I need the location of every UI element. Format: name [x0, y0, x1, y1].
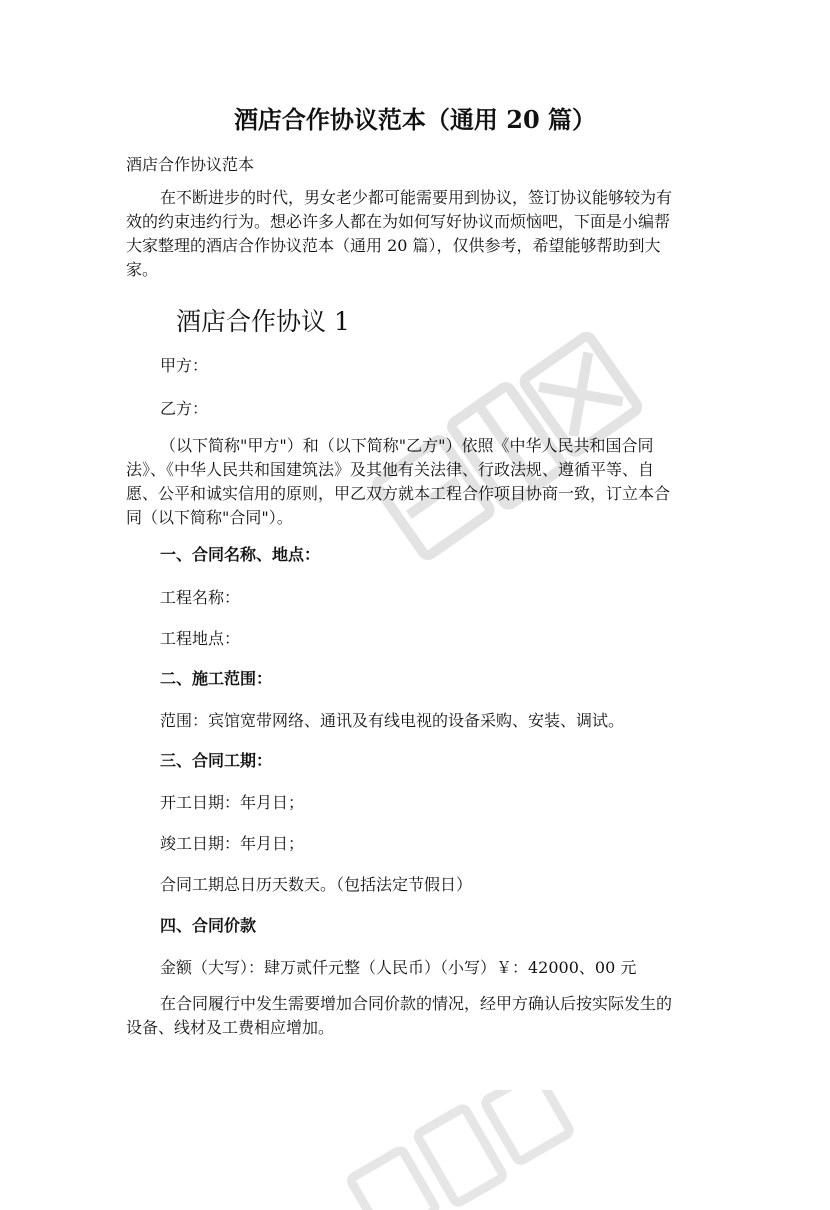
scope-text: 范围：宾馆宽带网络、通讯及有线电视的设备采购、安装、调试。: [160, 711, 625, 730]
end-date-field: 竣工日期：年月日；: [160, 834, 305, 853]
section-title: 酒店合作协议 1: [176, 307, 350, 336]
clause-heading-1: 一、合同名称、地点：: [160, 545, 321, 564]
preamble-line: 愿、公平和诚实信用的原则，甲乙双方就本工程合作项目协商一致，订立本合: [126, 484, 671, 503]
duration-text: 合同工期总日历天数天。（包括法定节假日）: [160, 875, 473, 894]
closing-line: 设备、线材及工费相应增加。: [126, 1018, 335, 1037]
intro-paragraph: [126, 186, 704, 282]
preamble-line: 同（以下简称"合同"）。: [126, 508, 293, 527]
document-title: 酒店合作协议范本（通用 20 篇）: [233, 105, 597, 134]
preamble-line: 法》、《中华人民共和国建筑法》及其他有关法律、行政法规、遵循平等、自: [126, 460, 655, 479]
clause-heading-4: 四、合同价款: [160, 916, 257, 935]
watermark-logo-bottom: [330, 1090, 590, 1210]
party-a-field: 甲方：: [160, 356, 209, 375]
clause-heading-3: 三、合同工期：: [160, 751, 273, 770]
project-name-field: 工程名称：: [160, 588, 241, 607]
clause-heading-2: 二、施工范围：: [160, 669, 273, 688]
intro-line: 在不断进步的时代，男女老少都可能需要用到协议，签订协议能够较为有: [160, 188, 673, 207]
intro-line: 家。: [126, 260, 159, 279]
closing-line: 在合同履行中发生需要增加合同价款的情况，经甲方确认后按实际发生的: [160, 994, 673, 1013]
preamble-line: （以下简称"甲方"）和（以下简称"乙方"）依照《中华人民共和国合同: [160, 436, 654, 455]
project-location-field: 工程地点：: [160, 629, 241, 648]
intro-line: 大家整理的酒店合作协议范本（通用 20 篇），仅供参考，希望能够帮助到大: [126, 236, 661, 255]
start-date-field: 开工日期：年月日；: [160, 793, 305, 812]
document-subtitle: 酒店合作协议范本: [126, 155, 255, 174]
closing-paragraph: [126, 992, 704, 1040]
amount-text: 金额（大写）：肆万贰仟元整（人民币）（小写）￥：42000、00 元: [160, 958, 637, 977]
intro-line: 效的约束违约行为。想必许多人都在为如何写好协议而烦恼吧，下面是小编帮: [126, 212, 671, 231]
preamble-paragraph: [126, 434, 704, 530]
party-b-field: 乙方：: [160, 399, 209, 418]
